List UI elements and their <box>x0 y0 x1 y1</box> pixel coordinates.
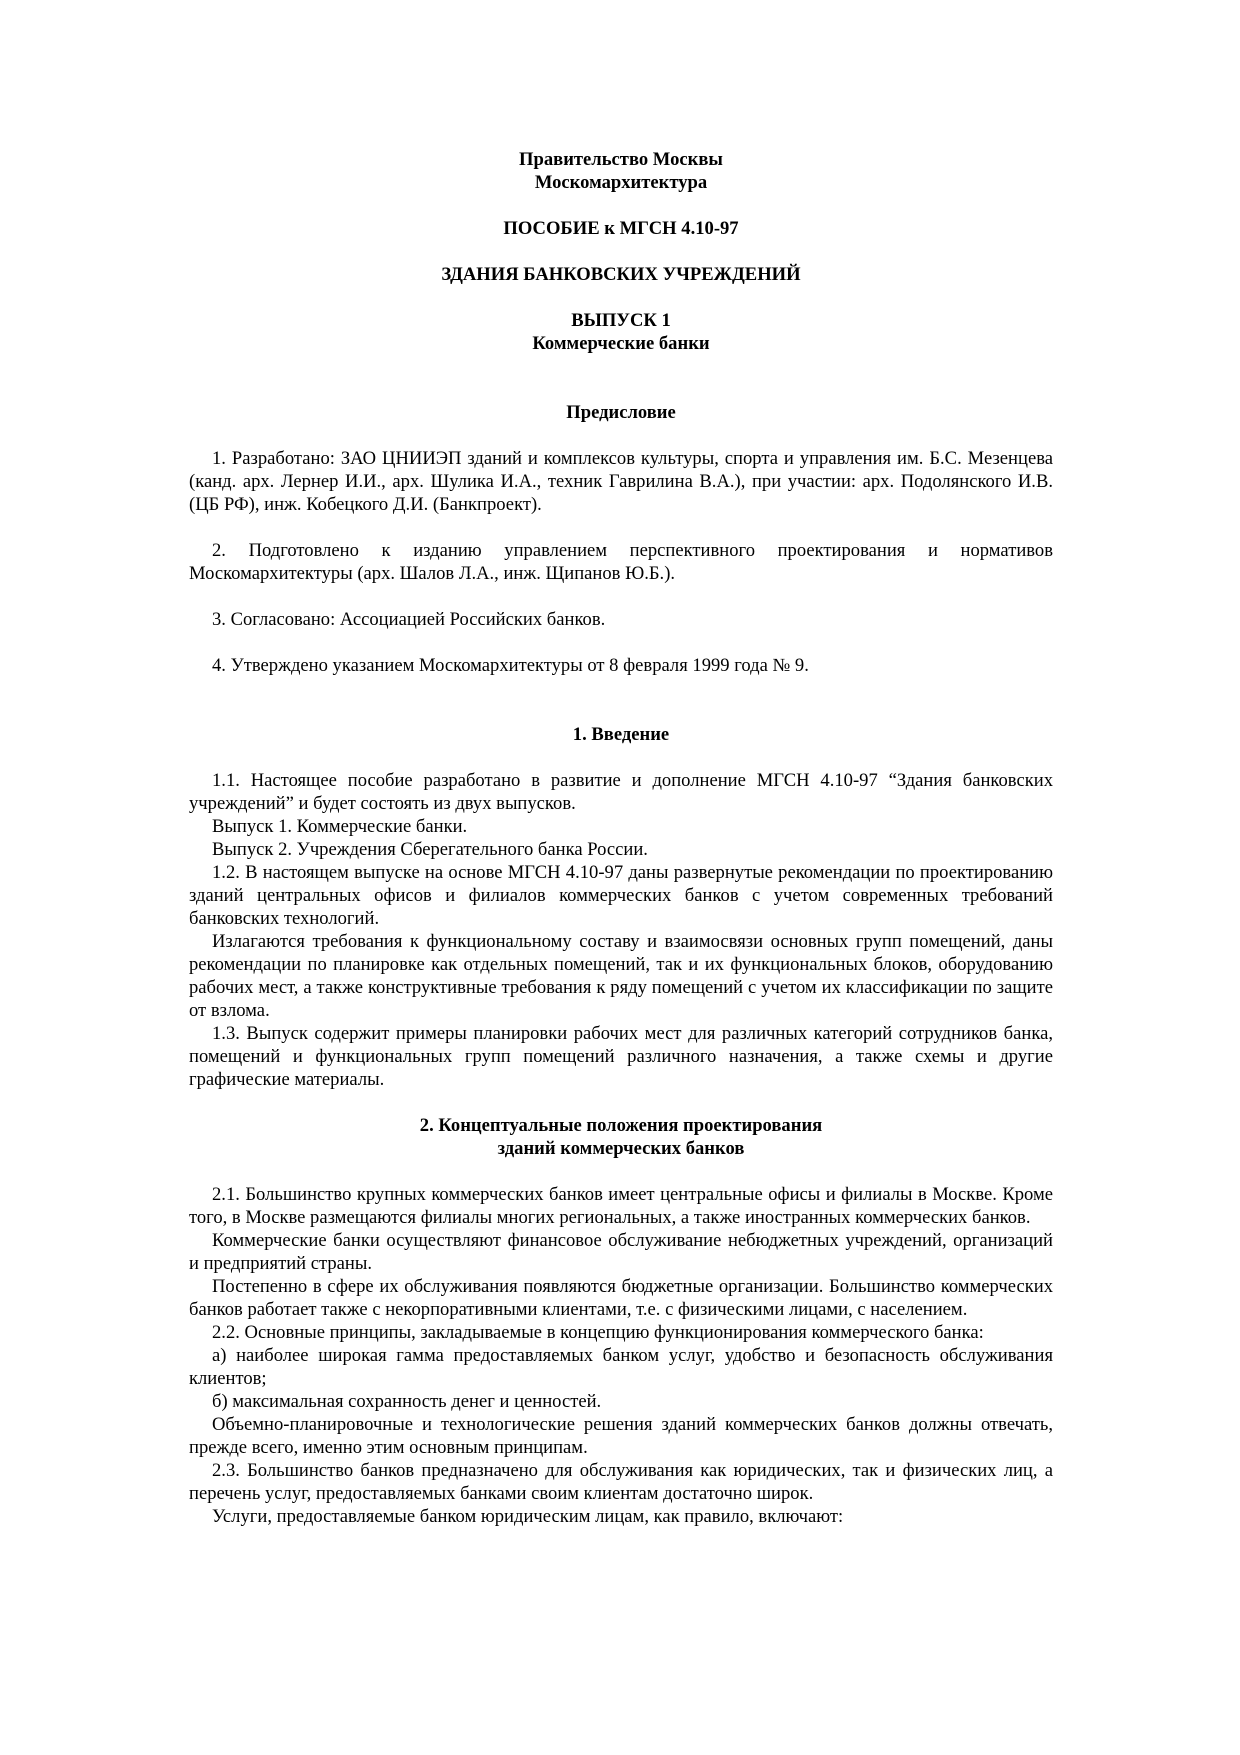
spacer <box>189 585 1053 608</box>
spacer <box>189 194 1053 217</box>
spacer <box>189 677 1053 723</box>
manual-title: ПОСОБИЕ к МГСН 4.10-97 <box>503 218 739 239</box>
section-1-paragraph: 1.3. Выпуск содержит примеры планировки рабочих мест для различных категорий сотрудников банка, помещений и функциональных групп помещений различного назначения, а также схемы и другие графические материалы. <box>189 1023 1053 1090</box>
spacer <box>189 240 1053 263</box>
spacer <box>189 424 1053 447</box>
spacer <box>189 286 1053 309</box>
preface-heading: Предисловие <box>566 402 676 423</box>
section-1-paragraph: 1.1. Настоящее пособие разработано в развитие и дополнение МГСН 4.10-97 “Здания банковских учреждений” и будет состоять из двух выпусков. <box>189 770 1053 814</box>
spacer <box>189 516 1053 539</box>
section-2-paragraph: 2.1. Большинство крупных коммерческих банков имеет центральные офисы и филиалы в Москве. Кроме того, в Москве размещаются филиалы многих региональных, а также иностранных коммерческих банков. <box>189 1184 1053 1228</box>
subject-title: ЗДАНИЯ БАНКОВСКИХ УЧРЕЖДЕНИЙ <box>441 264 801 285</box>
section-2-paragraph: Коммерческие банки осуществляют финансовое обслуживание небюджетных учреждений, организаций и предприятий страны. <box>189 1230 1053 1274</box>
org-line-2: Москомархитектура <box>534 172 708 193</box>
issue-title: ВЫПУСК 1 <box>571 310 671 331</box>
preface-item-2: 2. Подготовлено к изданию управлением перспективного проектирования и нормативов Москомархитектуры (арх. Шалов Л.А., инж. Щипанов Ю.Б.). <box>189 540 1053 584</box>
section-2-paragraph: 2.3. Большинство банков предназначено для обслуживания как юридических, так и физических лиц, а перечень услуг, предоставляемых банками своим клиентам достаточно широк. <box>189 1460 1053 1504</box>
section-1-paragraph: Выпуск 2. Учреждения Сберегательного банка России. <box>212 839 648 860</box>
section-2-paragraph: Услуги, предоставляемые банком юридическим лицам, как правило, включают: <box>212 1506 844 1527</box>
spacer <box>189 746 1053 769</box>
spacer <box>189 1160 1053 1183</box>
section-2-paragraph: Постепенно в сфере их обслуживания появляются бюджетные организации. Большинство коммерческих банков работает также с некорпоративными клиентами, т.е. с физическими лицами, с населением. <box>189 1276 1053 1320</box>
org-line-1: Правительство Москвы <box>519 149 723 170</box>
preface-item-1: 1. Разработано: ЗАО ЦНИИЭП зданий и комплексов культуры, спорта и управления им. Б.С. Мезенцева (канд. арх. Лернер И.И., арх. Шулика И.А., техник Гаврилина В.А.), при участии: арх. Подолянского И.В. (ЦБ РФ), инж. Кобецкого Д.И. (Банкпроект). <box>189 448 1053 515</box>
preface-item-3: 3. Согласовано: Ассоциацией Российских банков. <box>212 609 606 630</box>
section-2-paragraph: Объемно-планировочные и технологические решения зданий коммерческих банков должны отвечать, прежде всего, именно этим основным принципам. <box>189 1414 1053 1458</box>
section-2-paragraph: 2.2. Основные принципы, закладываемые в концепцию функционирования коммерческого банка: <box>212 1322 984 1343</box>
section-2-heading-line-1: 2. Концептуальные положения проектирования <box>419 1115 823 1136</box>
section-1-paragraph: 1.2. В настоящем выпуске на основе МГСН 4.10-97 даны развернутые рекомендации по проектированию зданий центральных офисов и филиалов коммерческих банков с учетом современных требований банковских технологий. <box>189 862 1053 929</box>
section-2-paragraph: а) наиболее широкая гамма предоставляемых банком услуг, удобство и безопасность обслуживания клиентов; <box>189 1345 1053 1389</box>
section-1-paragraph: Излагаются требования к функциональному составу и взаимосвязи основных групп помещений, даны рекомендации по планировке как отдельных помещений, так и их функциональных блоков, оборудованию рабочих мест, а также конструктивные требования к ряду помещений с учетом их классификации по защите от взлома. <box>189 931 1053 1021</box>
section-2-paragraph: б) максимальная сохранность денег и ценностей. <box>212 1391 602 1412</box>
document-page <box>189 148 1053 1528</box>
spacer <box>189 1091 1053 1114</box>
spacer <box>189 631 1053 654</box>
preface-item-4: 4. Утверждено указанием Москомархитектуры от 8 февраля 1999 года № 9. <box>212 655 809 676</box>
section-1-heading: 1. Введение <box>572 724 670 745</box>
section-1-paragraph: Выпуск 1. Коммерческие банки. <box>212 816 468 837</box>
section-2-heading-line-2: зданий коммерческих банков <box>497 1138 745 1159</box>
spacer <box>189 355 1053 401</box>
issue-subtitle: Коммерческие банки <box>532 333 710 354</box>
